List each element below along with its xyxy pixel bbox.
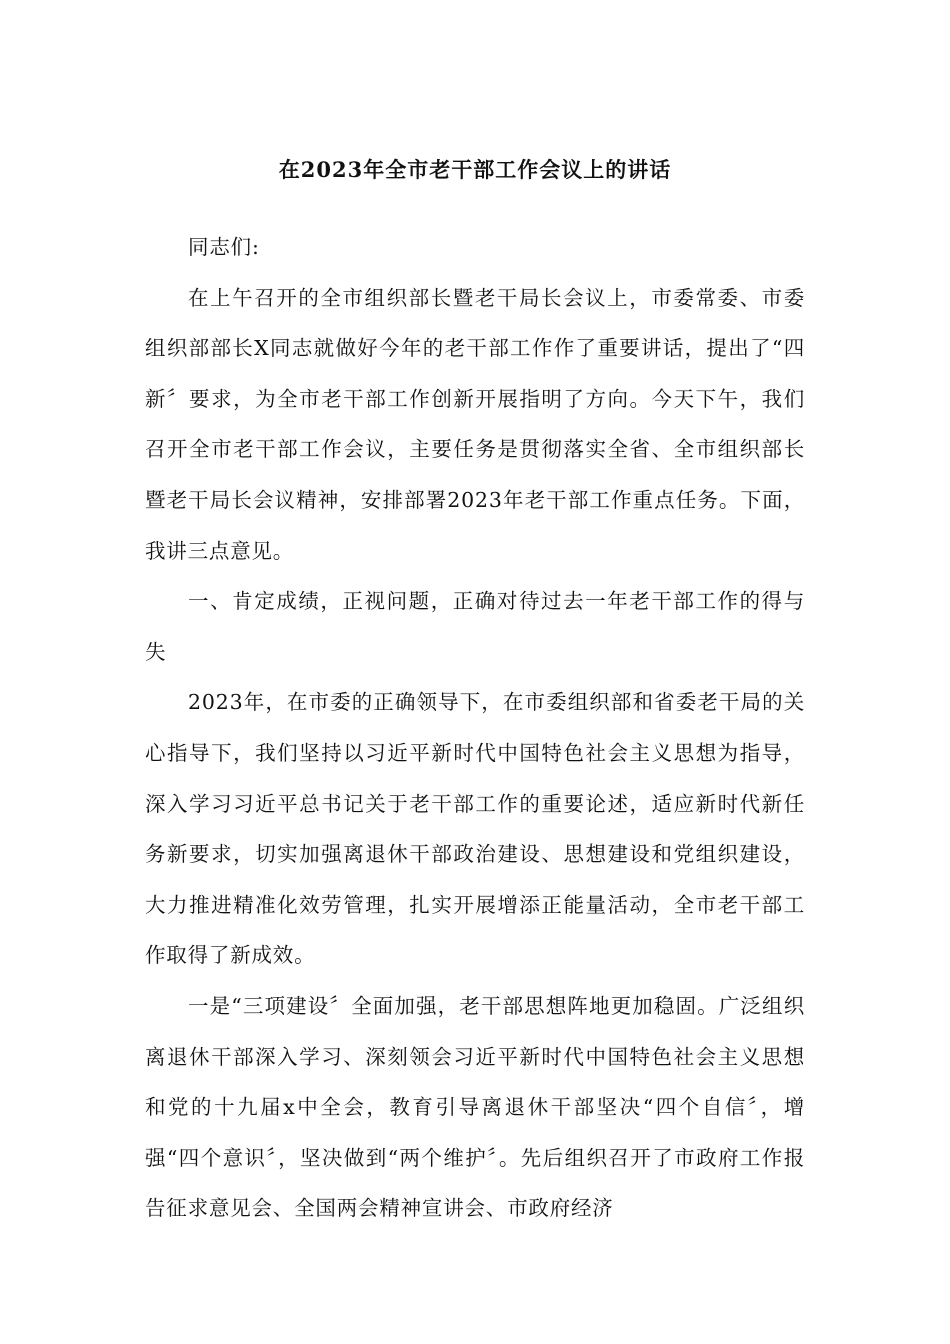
salutation-paragraph: 同志们: [188, 235, 260, 259]
document-body [145, 222, 805, 1234]
intro-paragraph: 在上午召开的全市组织部长暨老干局长会议上，市委常委、市委组织部部长X同志就做好今年的老干部工作作了重要讲话，提出了“四新〞要求，为全市老干部工作创新开展指明了方向。今天下午，我们召开全市老干部工作会议，主要任务是贯彻落实全省、全市组织部长暨老干局长会议精神，安排部署2023年老干部工作重点任务。下面，我讲三点意见。 [145, 285, 805, 563]
document-title: 在2023年全市老干部工作会议上的讲话 [278, 157, 672, 182]
point-one-paragraph: 一是“三项建设〞全面加强，老干部思想阵地更加稳固。广泛组织离退休干部深入学习、深刻领会习近平新时代中国特色社会主义思想和党的十九届x中全会，教育引导离退休干部坚决“四个自信〞，增强“四个意识〞，坚决做到“两个维护〞。先后组织召开了市政府工作报告征求意见会、全国两会精神宣讲会、市政府经济 [145, 993, 805, 1221]
section-heading-1: 一、肯定成绩，正视问题，正确对待过去一年老干部工作的得与失 [145, 589, 805, 664]
achievements-paragraph: 2023年，在市委的正确领导下，在市委组织部和省委老干局的关心指导下，我们坚持以习近平新时代中国特色社会主义思想为指导，深入学习习近平总书记关于老干部工作的重要论述，适应新时代新任务新要求，切实加强离退休干部政治建设、思想建设和党组织建设，大力推进精准化效劳管理，扎实开展增添正能量活动，全市老干部工作取得了新成效。 [145, 690, 805, 968]
